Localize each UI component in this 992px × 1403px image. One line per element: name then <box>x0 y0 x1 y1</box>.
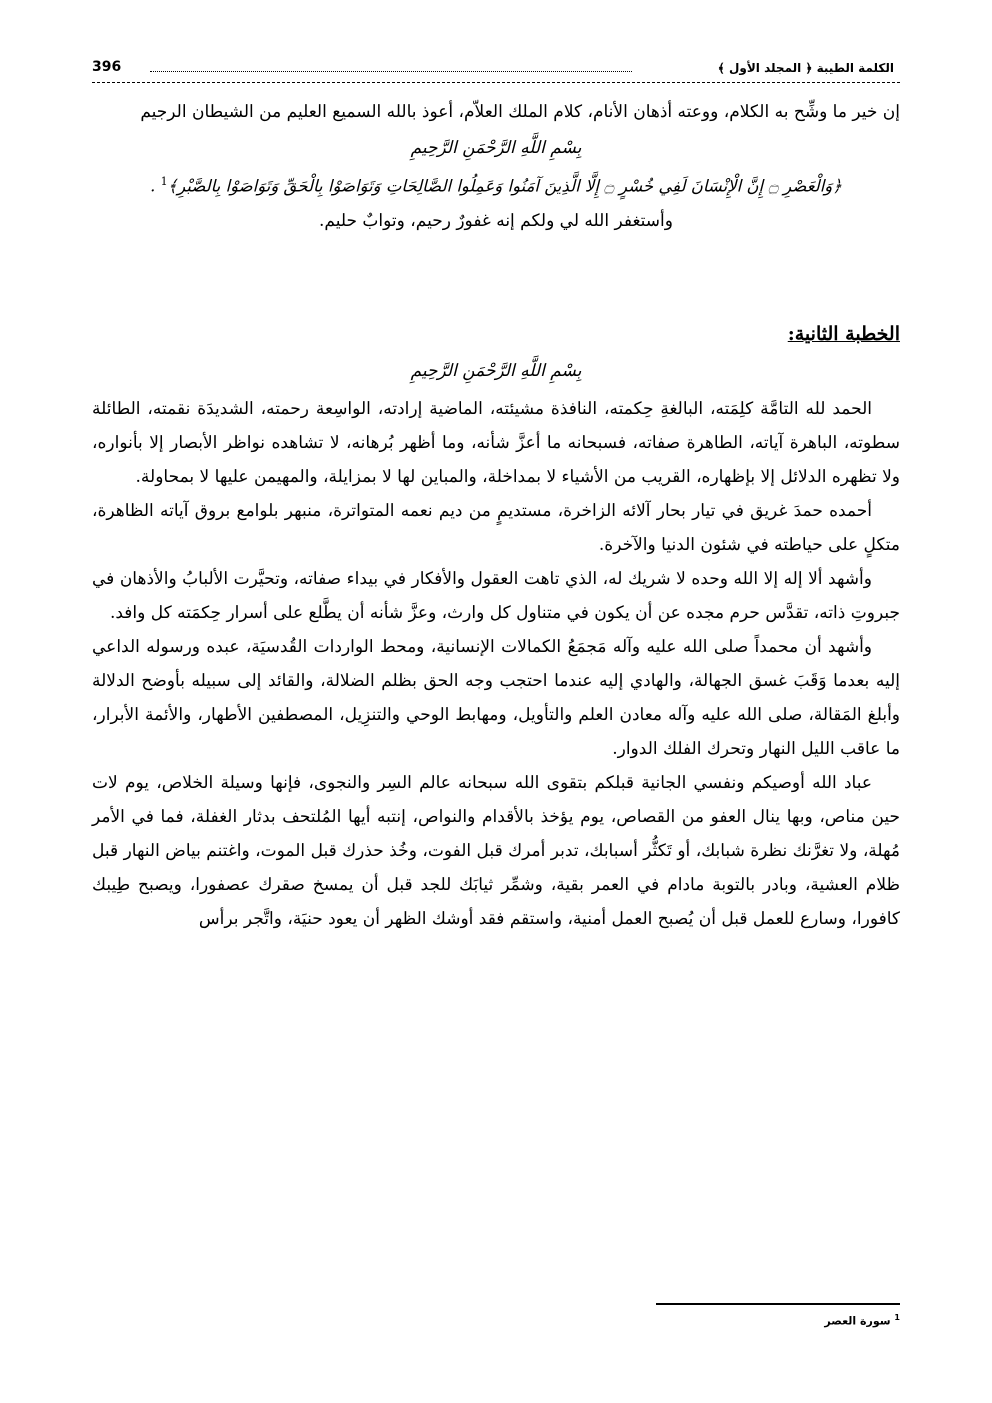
intro-paragraph: إن خير ما وشِّح به الكلام، ووعته أذهان الأنام، كلام الملك العلاّم، أعوذ بالله السميع العليم من الشيطان الرجيم <box>140 102 900 122</box>
basmala: بِسْمِ اللَّهِ الرَّحْمَنِ الرَّحِيمِ <box>410 138 582 158</box>
body-paragraph: وأشهد أن محمداً صلى الله عليه وآله مَجمَعُ الكمالات الإنسانية، ومحط الواردات القُدسيَة، عبده ورسوله الداعي إليه بعدما وَقَبَ غسق الجهالة، والهادي إليه عندما احتجب وجه الحق بظلم الضلالة، والقائد إلى سبيله بأوضح الدلالة وأبلغ المَقالة، صلى الله عليه وآله معادن العلم والتأويل، ومهابط الوحي والتنزِيل، المصطفين الأطهار، والأئمة الأبرار، ما عاقب الليل النهار وتحرك الفلك الدوار. <box>92 636 900 759</box>
footnote <box>824 1313 900 1328</box>
page-number: 396 <box>92 59 122 75</box>
running-header <box>92 56 900 83</box>
document-page <box>92 56 900 936</box>
ayah-text: ﴿وَالْعَصْرِ ۝ إِنَّ الْإِنْسَانَ لَفِي خُسْرٍ ۝ إِلَّا الَّذِينَ آمَنُوا وَعَمِلُوا الصَّالِحَاتِ وَتَوَاصَوْا بِالْحَقِّ وَتَوَاصَوْا بِالصَّبْرِ﴾ <box>167 176 842 196</box>
footnote-separator <box>656 1303 900 1305</box>
header-title: الكلمة الطيبة ﴿ المجلد الأول ﴾ <box>717 61 894 75</box>
body-paragraph: وأشهد ألا إله إلا الله وحده لا شريك له، الذي تاهت العقول والأفكار في بيداء صفاته، وتحيَّرت الألبابُ والأذهان في جبروتِ ذاته، تقدَّس حرم مجده عن أن يكون في متناول كل وارث، وعزَّ شأنه أن يطَّلع على أسرار حِكمَته كل وافد. <box>92 568 900 623</box>
section-heading: الخطبة الثانية: <box>787 322 900 345</box>
body-paragraph: عباد الله أوصيكم ونفسي الجانية قبلكم بتقوى الله سبحانه عالم السِر والنجوى، فإنها وسيلة الخلاص، يوم لات حين مناص، وبها ينال العفو من القصاص، يوم يؤخذ بالأقدام والنواص، إنتبه أيها المُلتحف بدثار الغفلة، فما في الأمر مُهلة، ولا تغرَّنك نظرة شبابك، أو تَكثُّر أسبابك، تدبر أمرك قبل الفوت، وخُذ حذرك قبل الموت، واغتنم بياض النهار قبل ظلام العشية، وبادر بالتوبة مادام في العمر بقية، وشمِّر ثيابَك للجد قبل أن يمسخ صقرك عصفورا، ويصبح طِيبك كافورا، وسارع للعمل قبل أن يُصبح العمل أمنية، واستقم فقد أوشك الظهر أن يعود حنيَة، واتَّجر برأس <box>92 772 900 929</box>
section-basmala: بِسْمِ اللَّهِ الرَّحْمَنِ الرَّحِيمِ <box>410 360 582 381</box>
quran-verse: ﴿وَالْعَصْرِ ۝ إِنَّ الْإِنْسَانَ لَفِي خُسْرٍ ۝ إِلَّا الَّذِينَ آمَنُوا وَعَمِلُوا الصَّالِحَاتِ وَتَوَاصَوْا بِالْحَقِّ وَتَوَاصَوْا بِالصَّبْرِ﴾$^1$ . <box>150 175 842 196</box>
body-paragraph: أحمده حمدَ غريق في تيار بحار آلائه الزاخرة، مستديمٍ من ديم نعمه المتواترة، منبهر بلوامع بروق آياته الظاهرة، متكلٍ على حياطته في شئون الدنيا والآخرة. <box>92 500 900 555</box>
header-leader-dots <box>150 71 632 72</box>
footnote-number: 1 <box>894 1313 900 1322</box>
istighfar-line: وأستغفر الله لي ولكم إنه غفورٌ رحيم، وتوابٌ حليم. <box>319 210 673 231</box>
footnote-text: سورة العصر <box>824 1314 891 1328</box>
body-paragraph: الحمد لله التامَّة كلِمَته، البالغةِ حِكمته، النافذة مشيئته، الماضية إرادته، الواسِعة رحمته، الشديدَة نقمته، الطائلة سطوته، الباهرة آياته، الطاهرة صفاته، فسبحانه ما أعزَّ شأنه، وما أظهر بُرهانه، لا تشاهده نواظر الأبصار إلا بأنواره، ولا تظهره الدلائل إلا بإظهاره، القريب من الأشياء لا بمداخلة، والمباين لها لا بمزايلة، والمهيمن عليها لا بمحاولة. <box>92 398 900 487</box>
footnote-ref: 1 <box>160 175 168 188</box>
